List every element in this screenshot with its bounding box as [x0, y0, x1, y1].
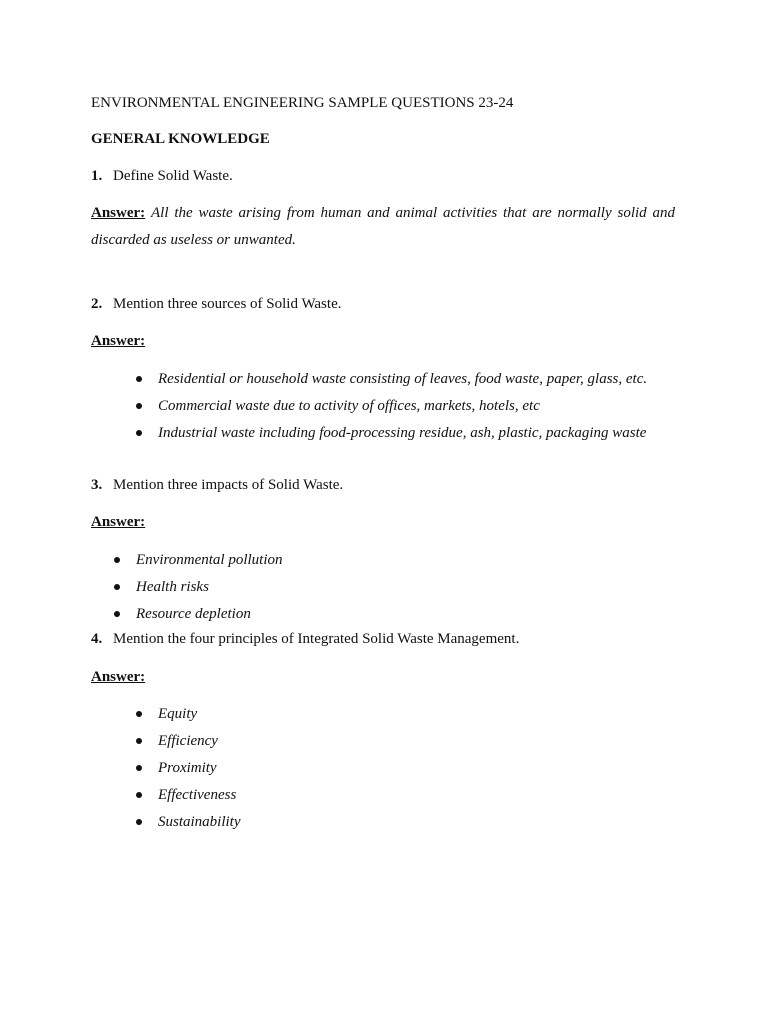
bullet-icon: [136, 738, 142, 744]
answer-4-label-line: [91, 668, 145, 686]
question-text: Mention three sources of Solid Waste.: [113, 296, 342, 312]
question-text: Define Solid Waste.: [113, 168, 233, 184]
list-item-text: Residential or household waste consisting of leaves, food waste, paper, glass, etc.: [158, 371, 648, 387]
list-item-text: Commercial waste due to activity of offices, markets, hotels, etc: [158, 398, 540, 414]
list-item-text: Industrial waste including food-processing residue, ash, plastic, packaging waste: [158, 425, 647, 441]
question-text: Mention three impacts of Solid Waste.: [113, 477, 344, 493]
question-2: [91, 295, 341, 313]
answer-label: Answer:: [91, 669, 146, 685]
bullet-icon: [136, 430, 142, 436]
bullet-icon: [114, 557, 120, 563]
list-item-text: Health risks: [136, 579, 209, 595]
list-item-text: Resource depletion: [136, 606, 251, 622]
bullet-icon: [136, 765, 142, 771]
answer-1-line-1: [91, 204, 675, 222]
list-item-text: Equity: [158, 706, 198, 722]
list-item-text: Effectiveness: [158, 787, 237, 803]
question-text: Mention the four principles of Integrated Solid Waste Management.: [113, 631, 520, 647]
bullet-icon: [136, 403, 142, 409]
bullet-icon: [114, 611, 120, 617]
answer-label: Answer:: [91, 514, 146, 530]
list-item-text: Environmental pollution: [136, 552, 283, 568]
bullet-icon: [136, 819, 142, 825]
list-item-text: Proximity: [158, 760, 217, 776]
answer-1-line-2: discarded as useless or unwanted.: [91, 232, 296, 248]
bullet-icon: [136, 376, 142, 382]
bullet-icon: [136, 792, 142, 798]
question-4: [91, 630, 519, 648]
question-1: [91, 167, 233, 185]
answer-text: All the waste arising from human and animal activities that are normally solid and: [151, 205, 675, 221]
list-item-text: Efficiency: [158, 733, 218, 749]
question-number: 3.: [91, 477, 103, 493]
document-title: ENVIRONMENTAL ENGINEERING SAMPLE QUESTIONS 23-24: [91, 95, 514, 111]
list-item-text: Sustainability: [158, 814, 241, 830]
question-3: [91, 476, 343, 494]
question-number: 1.: [91, 168, 103, 184]
question-number: 4.: [91, 631, 103, 647]
answer-label: Answer:: [91, 333, 146, 349]
bullet-icon: [136, 711, 142, 717]
question-number: 2.: [91, 296, 103, 312]
answer-3-label-line: [91, 513, 145, 531]
bullet-icon: [114, 584, 120, 590]
answer-label: Answer:: [91, 205, 146, 221]
section-heading: GENERAL KNOWLEDGE: [91, 131, 270, 147]
answer-2-label-line: [91, 332, 145, 350]
